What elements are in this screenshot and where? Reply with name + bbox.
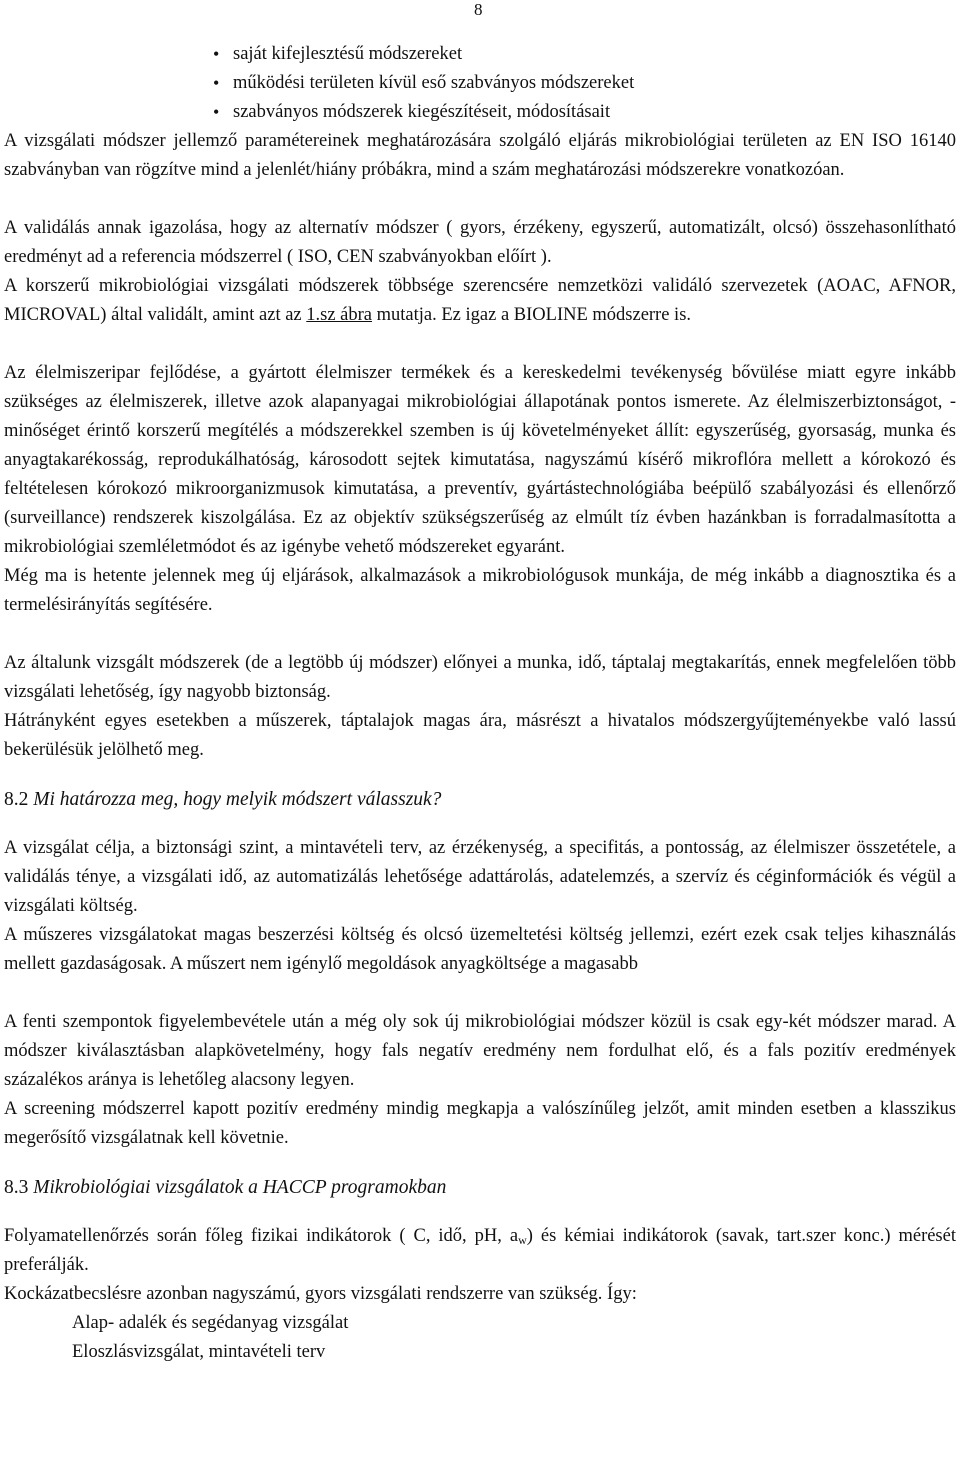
page-content (4, 40, 956, 1367)
list-item: Eloszlásvizsgálat, mintavételi terv (72, 1342, 326, 1362)
bullet-list (4, 40, 956, 127)
figure-link[interactable]: 1.sz ábra (306, 305, 373, 325)
paragraph-process-control: Folyamatellenőrzés során főleg fizikai indikátorok ( C, idő, pH, $a_w$) és kémiai indikátorok (savak, tart.szer konc.) mérését preferálják. (4, 1226, 956, 1275)
paragraph-advantages: Az általunk vizsgált módszerek (de a legtöbb új módszer) előnyei a munka, idő, táptalaj megtakarítás, ennek megfelelően több vizsgálati lehetőség, így nagyobb biztonság. (4, 653, 956, 702)
paragraph-screening: A screening módszerrel kapott pozitív eredmény mindig megkapja a valószínűleg jelzőt, amit minden esetben a klasszikus megerősítő vizsgálatnak kell követnie. (4, 1099, 956, 1148)
paragraph-validated-methods: A korszerű mikrobiológiai vizsgálati módszerek többsége szerencsére nemzetközi validáló szervezetek (AOAC, AFNOR, MICROVAL) által validált, amint azt az 1.sz ábra mutatja. Ez igaz a BIOLINE módszerre is. (4, 276, 956, 325)
paragraph-disadvantages: Hátrányként egyes esetekben a műszerek, táptalajok magas ára, másrészt a hivatalos módszergyűjteményekbe való lassú bekerülésük jelölhető meg. (4, 711, 956, 760)
page-number: 8 (474, 0, 483, 19)
section-heading-8-2: 8.2 Mi határozza meg, hogy melyik módszert válasszuk? (4, 789, 442, 810)
list-item: • működési területen kívül eső szabványos módszereket (213, 69, 956, 98)
list-item: • saját kifejlesztésű módszereket (213, 40, 956, 69)
paragraph-instrument-costs: A műszeres vizsgálatokat magas beszerzési költség és olcsó üzemeltetési költség jellemzi, ezért ezek csak teljes kihasználás mellett gazdaságosak. A műszert nem igénylő megoldások anyagköltsége a magasabb (4, 925, 956, 974)
paragraph-food-industry: Az élelmiszeripar fejlődése, a gyártott élelmiszer termékek és a kereskedelmi tevékenység bővülése miatt egyre inkább szükséges az élelmiszerek, illetve azok alapanyagai mikrobiológiai állapotának pontos ismerete. Az élelmiszerbiztonságot, -minőséget érintő korszerű megítélés a módszerekkel szemben is új követelményeket állít: egyszerűség, gyorsaság, munka és anyagtakarékosság, reprodukálhatóság, károsodott sejtek kimutatása, nagyszámú kísérő mikroflóra mellett a kórokozó és feltételesen kórokozó mikroorganizmusok kimutatása, a preventív, gyártástechnológiába beépülő szabályozási és ellenőrző (surveillance) rendszerek kiszolgálása. Ez az objektív szükségszerűség az elmúlt tíz évben hazánkban is forradalmasította a mikrobiológiai szemléletmódot és az igénybe vehető módszereket egyaránt. (4, 363, 956, 557)
paragraph-selection-criteria: A vizsgálat célja, a biztonsági szint, a mintavételi terv, az érzékenység, a specifitás, a pontosság, az élelmiszer összetétele, a validálás ténye, a vizsgálati idő, az automatizálás lehetősége adattárolás, adatelemzés, a szervíz és céginformációk és végül a vizsgálati költség. (4, 838, 956, 916)
list-item: • szabványos módszerek kiegészítéseit, módosításait (213, 98, 956, 127)
paragraph-en-iso: A vizsgálati módszer jellemző paramétereinek meghatározására szolgáló eljárás mikrobiológiai területen az EN ISO 16140 szabványban van rögzítve mind a jelenlét/hiány próbákra, mind a szám meghatározási módszerekre vonatkozóan. (4, 131, 956, 180)
list-item: Alap- adalék és segédanyag vizsgálat (72, 1313, 349, 1333)
paragraph-validation: A validálás annak igazolása, hogy az alternatív módszer ( gyors, érzékeny, egyszerű, automatizált, olcsó) összehasonlítható eredményt ad a referencia módszerrel ( ISO, CEN szabványokban előírt ). (4, 218, 956, 267)
section-heading-8-3: 8.3 Mikrobiológiai vizsgálatok a HACCP programokban (4, 1177, 447, 1198)
paragraph-method-choice: A fenti szempontok figyelembevétele után a még oly sok új mikrobiológiai módszer közül is csak egy-két módszer marad. A módszer kiválasztásban alapkövetelmény, hogy fals negatív eredmény nem fordulhat elő, és a fals pozitív eredmények százalékos aránya is lehetőleg alacsony legyen. (4, 1012, 956, 1090)
paragraph-new-procedures: Még ma is hetente jelennek meg új eljárások, alkalmazások a mikrobiológusok munkája, de még inkább a diagnosztika és a termelésirányítás segítésére. (4, 566, 956, 615)
paragraph-risk-assessment: Kockázatbecslésre azonban nagyszámú, gyors vizsgálati rendszerre van szükség. Így: (4, 1284, 637, 1304)
